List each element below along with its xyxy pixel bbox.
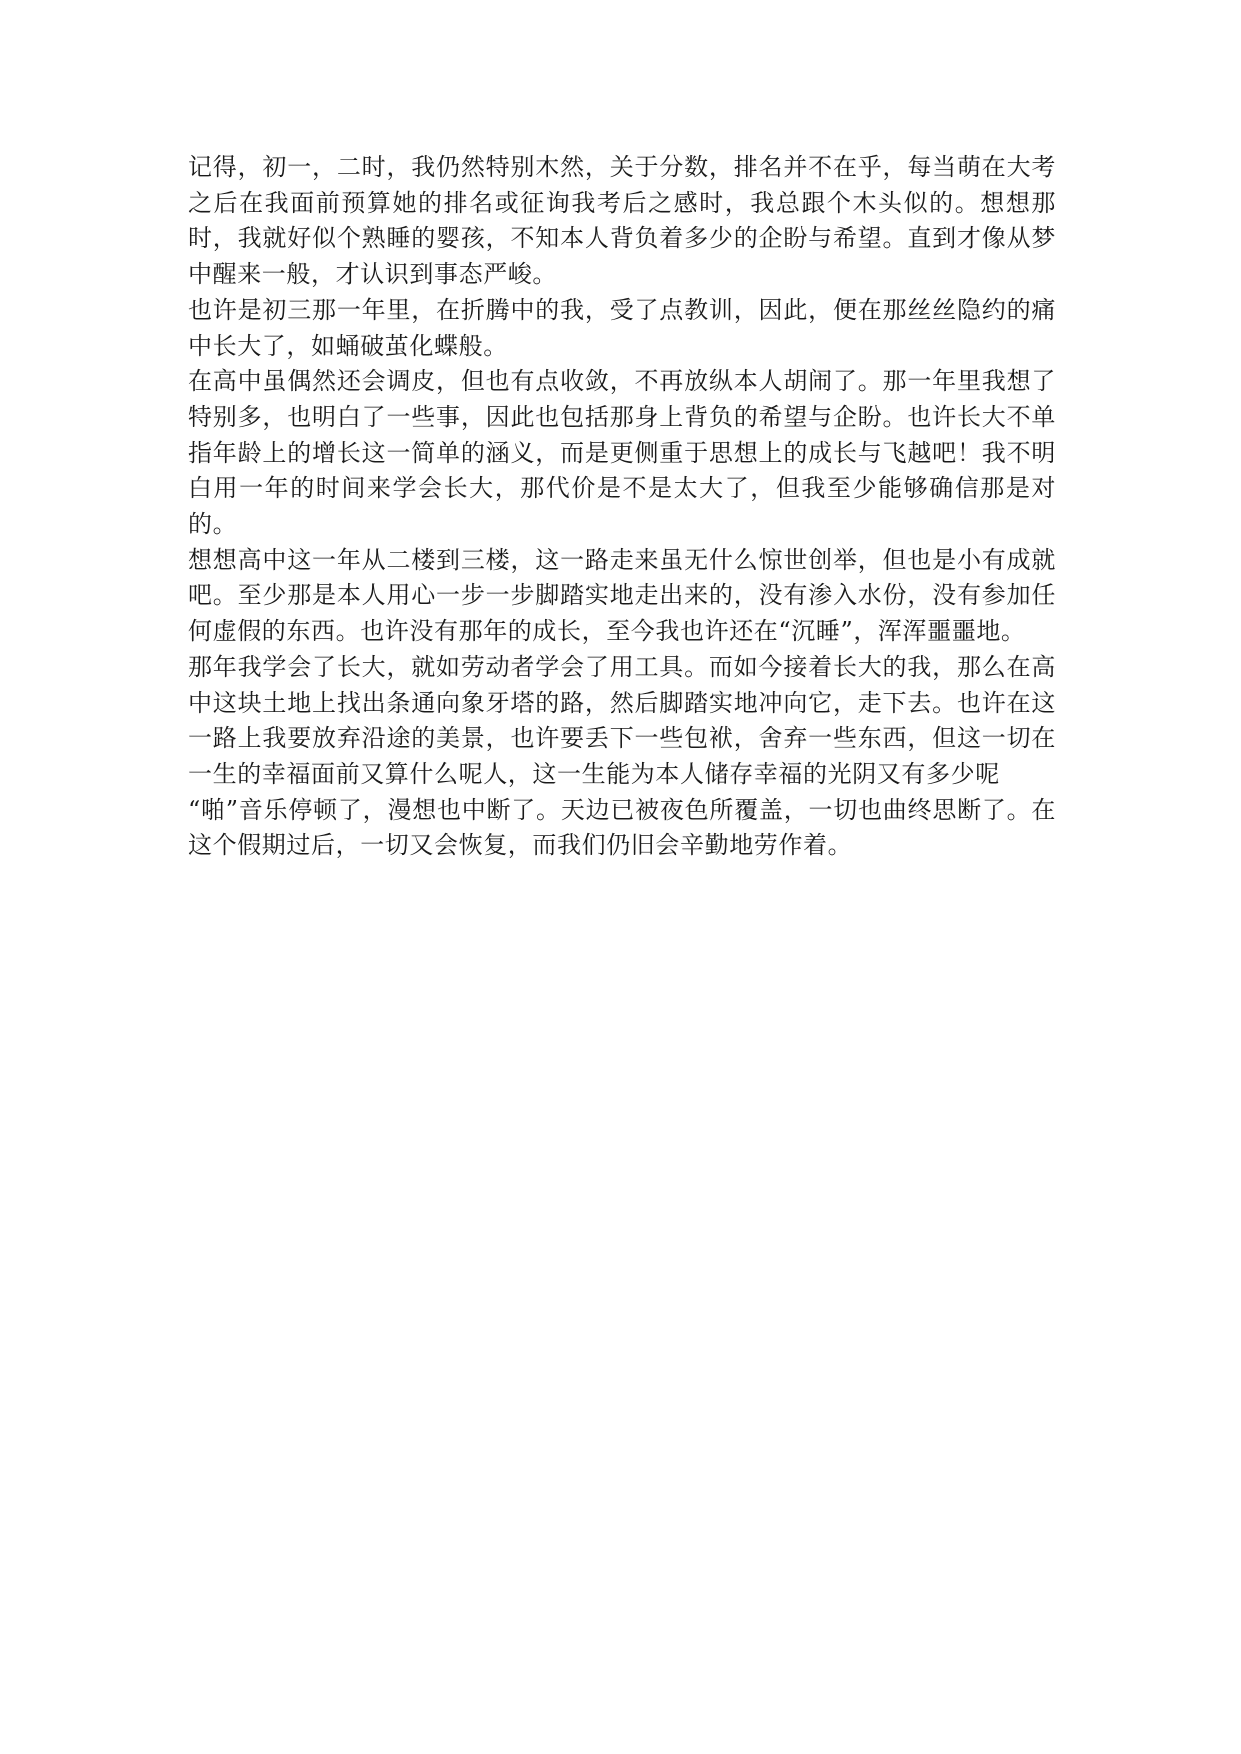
document-body — [188, 150, 1056, 864]
paragraph-5: 那年我学会了长大，就如劳动者学会了用工具。而如今接着长大的我，那么在高中这块土地上找出条通向象牙塔的路，然后脚踏实地冲向它，走下去。也许在这一路上我要放弃沿途的美景，也许要丢下一些包袱，舍弃一些东西，但这一切在一生的幸福面前又算什么呢人，这一生能为本人储存幸福的光阴又有多少呢 — [188, 652, 1056, 788]
paragraph-2: 也许是初三那一年里，在折腾中的我，受了点教训，因此，便在那丝丝隐约的痛中长大了，如蛹破茧化蝶般。 — [188, 295, 1056, 360]
paragraph-4: 想想高中这一年从二楼到三楼，这一路走来虽无什么惊世创举，但也是小有成就吧。至少那是本人用心一步一步脚踏实地走出来的，没有渗入水份，没有参加任何虚假的东西。也许没有那年的成长，至今我也许还在“沉睡”，浑浑噩噩地。 — [188, 545, 1056, 646]
paragraph-3: 在高中虽偶然还会调皮，但也有点收敛，不再放纵本人胡闹了。那一年里我想了特别多，也明白了一些事，因此也包括那身上背负的希望与企盼。也许长大不单指年龄上的增长这一简单的涵义，而是更侧重于思想上的成长与飞越吧！我不明白用一年的时间来学会长大，那代价是不是太大了，但我至少能够确信那是对的。 — [188, 367, 1056, 539]
paragraph-1: 记得，初一，二时，我仍然特别木然，关于分数，排名并不在乎，每当萌在大考之后在我面前预算她的排名或征询我考后之感时，我总跟个木头似的。想想那时，我就好似个熟睡的婴孩，不知本人背负着多少的企盼与希望。直到才像从梦中醒来一般，才认识到事态严峻。 — [188, 153, 1056, 289]
paragraph-6: “啪”音乐停顿了，漫想也中断了。天边已被夜色所覆盖，一切也曲终思断了。在这个假期过后，一切又会恢复，而我们仍旧会辛勤地劳作着。 — [188, 795, 1056, 860]
